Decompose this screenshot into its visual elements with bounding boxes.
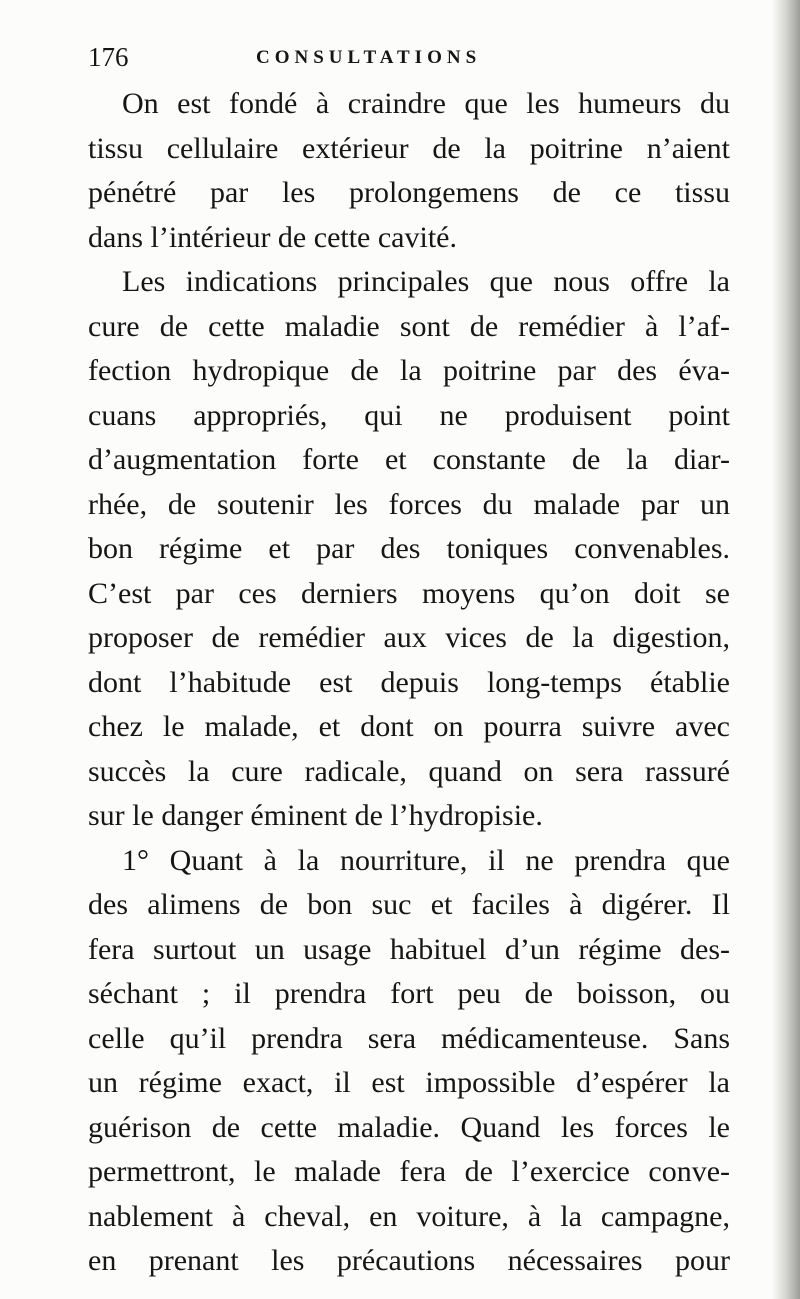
page-edge-shadow	[772, 0, 800, 1299]
text-line: fection hydropique de la poitrine par des éva-	[88, 354, 730, 387]
text-line: cure de cette maladie sont de remédier à l’af-	[88, 309, 730, 343]
text-line: dont l’habitude est depuis long-temps établie	[88, 665, 730, 699]
text-line: sur le danger éminent de l’hydropisie.	[88, 799, 543, 832]
text-line: fera surtout un usage habituel d’un régime des-	[88, 932, 730, 966]
text-line: celle qu’il prendra sera médicamenteuse. Sans	[88, 1021, 730, 1055]
text-line: proposer de remédier aux vices de la digestion,	[88, 621, 730, 654]
text-line: tissu cellulaire extérieur de la poitrine n’aient	[88, 131, 730, 165]
text-line: dans l’intérieur de cette cavité.	[88, 220, 457, 254]
text-line: pénétré par les prolongemens de ce tissu	[88, 176, 730, 209]
body-text	[88, 82, 730, 1284]
text-line: chez le malade, et dont on pourra suivre avec	[88, 710, 730, 743]
text-line: succès la cure radicale, quand on sera rassuré	[88, 754, 730, 788]
text-line: un régime exact, il est impossible d’espérer la	[88, 1066, 730, 1099]
text-line: guérison de cette maladie. Quand les forces le	[88, 1110, 730, 1144]
page-number: 176	[88, 42, 129, 72]
text-line: C’est par ces derniers moyens qu’on doit se	[88, 576, 730, 610]
text-line: des alimens de bon suc et faciles à digérer. Il	[88, 888, 730, 921]
text-line: permettront, le malade fera de l’exercice conve-	[88, 1155, 730, 1188]
text-line: bon régime et par des toniques convenables.	[88, 532, 730, 565]
text-line: On est fondé à craindre que les humeurs du	[122, 87, 730, 120]
text-line: séchant ; il prendra fort peu de boisson, ou	[88, 977, 730, 1010]
paragraph	[88, 839, 730, 1284]
text-line: nablement à cheval, en voiture, à la campagne,	[88, 1199, 730, 1233]
text-line: en prenant les précautions nécessaires pour	[88, 1244, 730, 1277]
text-line: rhée, de soutenir les forces du malade par un	[88, 487, 730, 521]
paragraph	[88, 82, 730, 260]
text-line: d’augmentation forte et constante de la diar-	[88, 443, 730, 476]
text-line: cuans appropriés, qui ne produisent point	[88, 398, 730, 432]
page-header	[88, 40, 728, 80]
paragraph	[88, 260, 730, 839]
running-head: CONSULTATIONS	[256, 47, 482, 68]
text-line: 1° Quant à la nourriture, il ne prendra que	[122, 843, 730, 877]
text-line: Les indications principales que nous offre la	[122, 265, 730, 298]
